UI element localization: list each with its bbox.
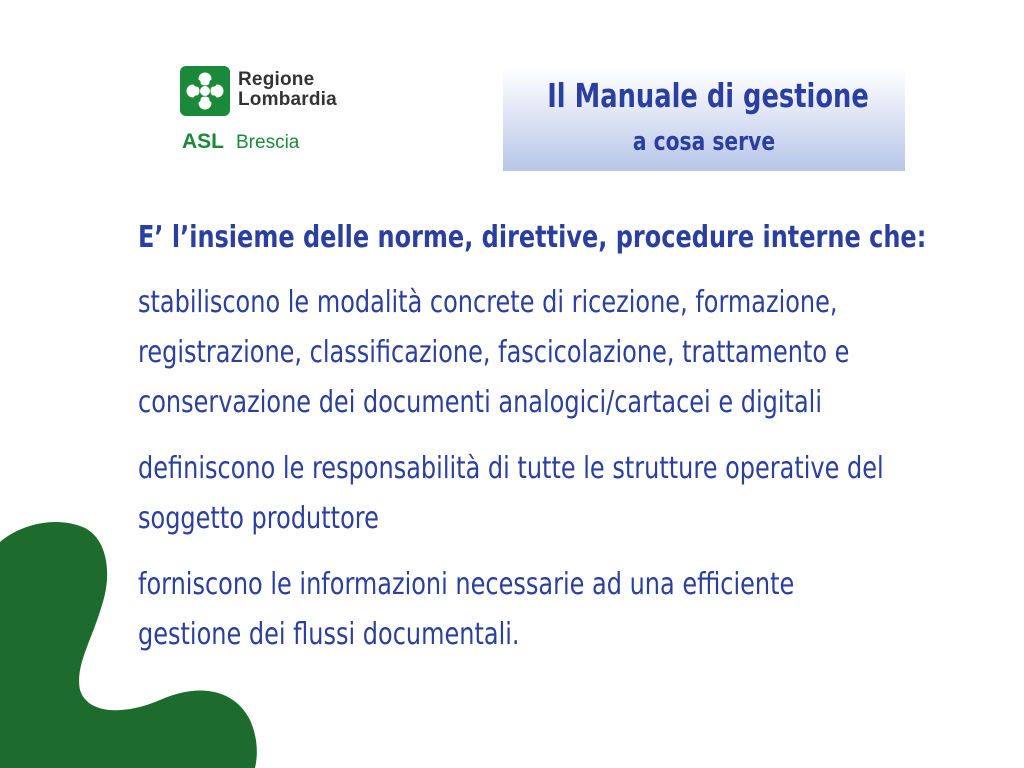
logo-text-asl: ASL	[182, 130, 224, 153]
body-heading: E’ l’insieme delle norme, direttive, procedure interne che:	[138, 220, 927, 255]
paragraph-line: definiscono le responsabilità di tutte le strutture operative del	[138, 451, 884, 486]
title-box	[503, 68, 905, 171]
body-content	[138, 216, 938, 676]
logo-text-lombardia: Lombardia	[238, 89, 337, 110]
page-subtitle: a cosa serve	[632, 127, 776, 157]
paragraph-stabiliscono	[138, 278, 938, 428]
paragraph-forniscono	[138, 560, 938, 660]
paragraph-line: conservazione dei documenti analogici/cartacei e digitali	[138, 385, 822, 420]
paragraph-line: registrazione, classificazione, fascicolazione, trattamento e	[138, 335, 850, 370]
paragraph-line: soggetto produttore	[138, 501, 379, 536]
paragraph-definiscono	[138, 444, 938, 544]
paragraph-line: stabiliscono le modalità concrete di ricezione, formazione,	[138, 285, 838, 320]
lombardia-rose-icon	[180, 66, 230, 116]
paragraph-line: gestione dei flussi documentali.	[138, 617, 520, 652]
page-title: Il Manuale di gestione	[547, 76, 869, 115]
regione-lombardia-logo	[178, 64, 378, 156]
paragraph-line: forniscono le informazioni necessarie ad una efficiente	[138, 567, 795, 602]
logo-text-regione: Regione	[238, 69, 315, 90]
logo-text-brescia: Brescia	[236, 132, 300, 153]
